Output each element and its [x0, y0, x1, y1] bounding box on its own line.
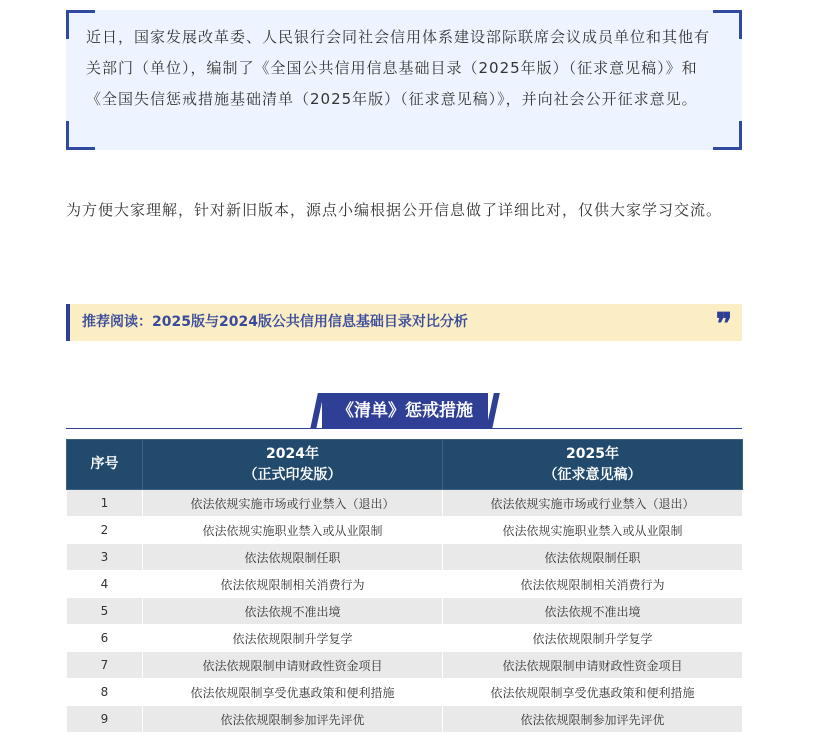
- comparison-table: [66, 439, 743, 733]
- corner-decoration: [713, 121, 742, 150]
- section-title: 《清单》惩戒措施: [322, 393, 488, 429]
- corner-decoration: [66, 121, 95, 150]
- table-row: [67, 490, 743, 517]
- row-no: 2: [67, 517, 143, 544]
- row-no: 1: [67, 490, 143, 517]
- row-no: 7: [67, 652, 143, 679]
- row-2024-measure: 依法依规限制任职: [143, 544, 443, 571]
- row-2025-measure: 依法依规限制相关消费行为: [443, 571, 743, 598]
- header-2025-year: 2025年: [566, 445, 619, 462]
- row-2025-measure: 依法依规限制参加评先评优: [443, 706, 743, 733]
- recommended-reading-label[interactable]: 推荐阅读：2025版与2024版公共信用信息基础目录对比分析: [82, 314, 468, 330]
- row-no: 3: [67, 544, 143, 571]
- announcement-quote-box: [66, 10, 742, 150]
- table-row: [67, 598, 743, 625]
- table-row: [67, 544, 743, 571]
- row-no: 8: [67, 679, 143, 706]
- header-no: 序号: [67, 440, 143, 490]
- row-2025-measure: 依法依规限制升学复学: [443, 625, 743, 652]
- table-row: [67, 571, 743, 598]
- row-no: 5: [67, 598, 143, 625]
- section-header: [314, 393, 496, 431]
- row-2024-measure: 依法依规实施市场或行业禁入（退出）: [143, 490, 443, 517]
- row-no: 9: [67, 706, 143, 733]
- section-header-edge: [486, 393, 500, 429]
- header-2025-note: （征求意见稿）: [543, 466, 642, 483]
- row-no: 4: [67, 571, 143, 598]
- row-2025-measure: 依法依规限制任职: [443, 544, 743, 571]
- row-2024-measure: 依法依规限制相关消费行为: [143, 571, 443, 598]
- row-2024-measure: 依法依规限制参加评先评优: [143, 706, 443, 733]
- announcement-text: 近日，国家发展改革委、人民银行会同社会信用体系建设部际联席会议成员单位和其他有关部门（单位），编制了《全国公共信用信息基础目录（2025年版）（征求意见稿）》和《全国失信惩戒措施基础清单（2025年版）（征求意见稿）》，并向社会公开征求意见。: [86, 28, 711, 108]
- row-2024-measure: 依法依规限制享受优惠政策和便利措施: [143, 679, 443, 706]
- row-2024-measure: 依法依规不准出境: [143, 598, 443, 625]
- row-2024-measure: 依法依规限制申请财政性资金项目: [143, 652, 443, 679]
- row-no: 6: [67, 625, 143, 652]
- header-2024-year: 2024年: [266, 445, 319, 462]
- row-2025-measure: 依法依规实施市场或行业禁入（退出）: [443, 490, 743, 517]
- row-2025-measure: 依法依规限制享受优惠政策和便利措施: [443, 679, 743, 706]
- table-row: [67, 679, 743, 706]
- row-2024-measure: 依法依规限制升学复学: [143, 625, 443, 652]
- table-row: [67, 625, 743, 652]
- recommended-reading-link[interactable]: [66, 304, 742, 341]
- row-2025-measure: 依法依规实施职业禁入或从业限制: [443, 517, 743, 544]
- table-header-row: [67, 440, 743, 490]
- table-row: [67, 517, 743, 544]
- row-2025-measure: 依法依规不准出境: [443, 598, 743, 625]
- header-2024-note: （正式印发版）: [243, 466, 342, 483]
- table-row: [67, 652, 743, 679]
- table-row: [67, 706, 743, 733]
- header-2024: [143, 440, 443, 490]
- intro-paragraph: 为方便大家理解，针对新旧版本，源点小编根据公开信息做了详细比对，仅供大家学习交流。: [66, 201, 723, 219]
- row-2024-measure: 依法依规实施职业禁入或从业限制: [143, 517, 443, 544]
- row-2025-measure: 依法依规限制申请财政性资金项目: [443, 652, 743, 679]
- header-2025: [443, 440, 743, 490]
- quote-icon: ❞: [715, 307, 732, 342]
